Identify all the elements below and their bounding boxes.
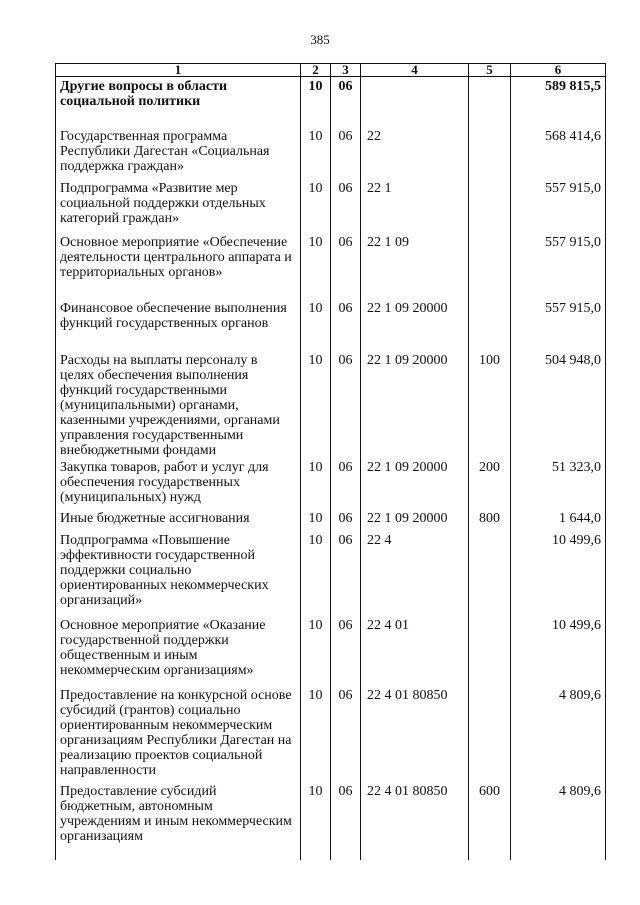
amount: 504 948,0 xyxy=(511,351,606,458)
expense-type-code: 100 xyxy=(469,351,511,458)
expense-type-code: 600 xyxy=(469,782,511,860)
section-code: 10 xyxy=(301,127,331,179)
item-name: Основное мероприятие «Оказание государственной поддержки общественным и иным некоммерческим организациям» xyxy=(56,616,301,686)
subsection-code: 06 xyxy=(331,351,361,458)
item-name: Закупка товаров, работ и услуг для обеспечения государственных (муниципальных) нужд xyxy=(56,458,301,509)
header-col-6: 6 xyxy=(511,64,606,77)
section-code: 10 xyxy=(301,616,331,686)
target-article-code: 22 4 01 xyxy=(361,616,469,686)
subsection-code: 06 xyxy=(331,77,361,127)
table-row xyxy=(56,458,606,509)
amount: 557 915,0 xyxy=(511,299,606,351)
subsection-code: 06 xyxy=(331,509,361,531)
table-row xyxy=(56,233,606,299)
header-col-4: 4 xyxy=(361,64,469,77)
table-row xyxy=(56,299,606,351)
subsection-code: 06 xyxy=(331,179,361,233)
table-row xyxy=(56,616,606,686)
target-article-code: 22 1 09 20000 xyxy=(361,351,469,458)
table-row xyxy=(56,531,606,616)
expense-type-code xyxy=(469,179,511,233)
expense-type-code xyxy=(469,531,511,616)
target-article-code: 22 1 09 xyxy=(361,233,469,299)
section-code: 10 xyxy=(301,509,331,531)
section-code: 10 xyxy=(301,179,331,233)
target-article-code: 22 4 01 80850 xyxy=(361,782,469,860)
table-body xyxy=(56,77,606,860)
amount: 4 809,6 xyxy=(511,782,606,860)
table-row xyxy=(56,686,606,782)
subsection-code: 06 xyxy=(331,299,361,351)
subsection-code: 06 xyxy=(331,531,361,616)
subsection-code: 06 xyxy=(331,782,361,860)
subsection-code: 06 xyxy=(331,458,361,509)
section-code: 10 xyxy=(301,531,331,616)
section-code: 10 xyxy=(301,686,331,782)
budget-table xyxy=(55,63,606,860)
item-name: Предоставление на конкурсной основе субсидий (грантов) социально ориентированным некоммерческим организациям Республики Дагестан на реализацию проектов социальной направленности xyxy=(56,686,301,782)
header-col-2: 2 xyxy=(301,64,331,77)
amount: 10 499,6 xyxy=(511,531,606,616)
item-name: Подпрограмма «Развитие мер социальной поддержки отдельных категорий граждан» xyxy=(56,179,301,233)
item-name: Расходы на выплаты персоналу в целях обеспечения выполнения функций государственными (муниципальными) органами, казенными учреждениями, органами управления государственными внебюджетными фондами xyxy=(56,351,301,458)
item-name: Подпрограмма «Повышение эффективности государственной поддержки социально ориентированных некоммерческих организаций» xyxy=(56,531,301,616)
header-col-3: 3 xyxy=(331,64,361,77)
amount: 589 815,5 xyxy=(511,77,606,127)
expense-type-code: 200 xyxy=(469,458,511,509)
section-code: 10 xyxy=(301,233,331,299)
table-row xyxy=(56,77,606,127)
amount: 568 414,6 xyxy=(511,127,606,179)
item-name: Государственная программа Республики Дагестан «Социальная поддержка граждан» xyxy=(56,127,301,179)
section-code: 10 xyxy=(301,299,331,351)
table-row xyxy=(56,509,606,531)
amount: 4 809,6 xyxy=(511,686,606,782)
amount: 1 644,0 xyxy=(511,509,606,531)
expense-type-code: 800 xyxy=(469,509,511,531)
amount: 51 323,0 xyxy=(511,458,606,509)
section-code: 10 xyxy=(301,351,331,458)
item-name: Предоставление субсидий бюджетным, автономным учреждениям и иным некоммерческим организациям xyxy=(56,782,301,860)
header-col-1: 1 xyxy=(56,64,301,77)
table-row xyxy=(56,351,606,458)
table-row xyxy=(56,782,606,860)
target-article-code: 22 4 xyxy=(361,531,469,616)
target-article-code: 22 xyxy=(361,127,469,179)
section-code: 10 xyxy=(301,782,331,860)
subsection-code: 06 xyxy=(331,127,361,179)
subsection-code: 06 xyxy=(331,616,361,686)
item-name: Другие вопросы в области социальной политики xyxy=(56,77,301,127)
amount: 557 915,0 xyxy=(511,179,606,233)
item-name: Финансовое обеспечение выполнения функций государственных органов xyxy=(56,299,301,351)
target-article-code: 22 1 09 20000 xyxy=(361,458,469,509)
section-code: 10 xyxy=(301,458,331,509)
expense-type-code xyxy=(469,686,511,782)
item-name: Основное мероприятие «Обеспечение деятельности центрального аппарата и территориальных органов» xyxy=(56,233,301,299)
section-code: 10 xyxy=(301,77,331,127)
amount: 557 915,0 xyxy=(511,233,606,299)
table-row xyxy=(56,179,606,233)
target-article-code xyxy=(361,77,469,127)
expense-type-code xyxy=(469,299,511,351)
expense-type-code xyxy=(469,77,511,127)
header-row xyxy=(56,64,606,77)
item-name: Иные бюджетные ассигнования xyxy=(56,509,301,531)
table-row xyxy=(56,127,606,179)
page-number: 385 xyxy=(310,32,330,47)
expense-type-code xyxy=(469,233,511,299)
subsection-code: 06 xyxy=(331,686,361,782)
subsection-code: 06 xyxy=(331,233,361,299)
target-article-code: 22 1 09 20000 xyxy=(361,299,469,351)
target-article-code: 22 1 xyxy=(361,179,469,233)
amount: 10 499,6 xyxy=(511,616,606,686)
header-col-5: 5 xyxy=(469,64,511,77)
target-article-code: 22 1 09 20000 xyxy=(361,509,469,531)
expense-type-code xyxy=(469,127,511,179)
expense-type-code xyxy=(469,616,511,686)
target-article-code: 22 4 01 80850 xyxy=(361,686,469,782)
